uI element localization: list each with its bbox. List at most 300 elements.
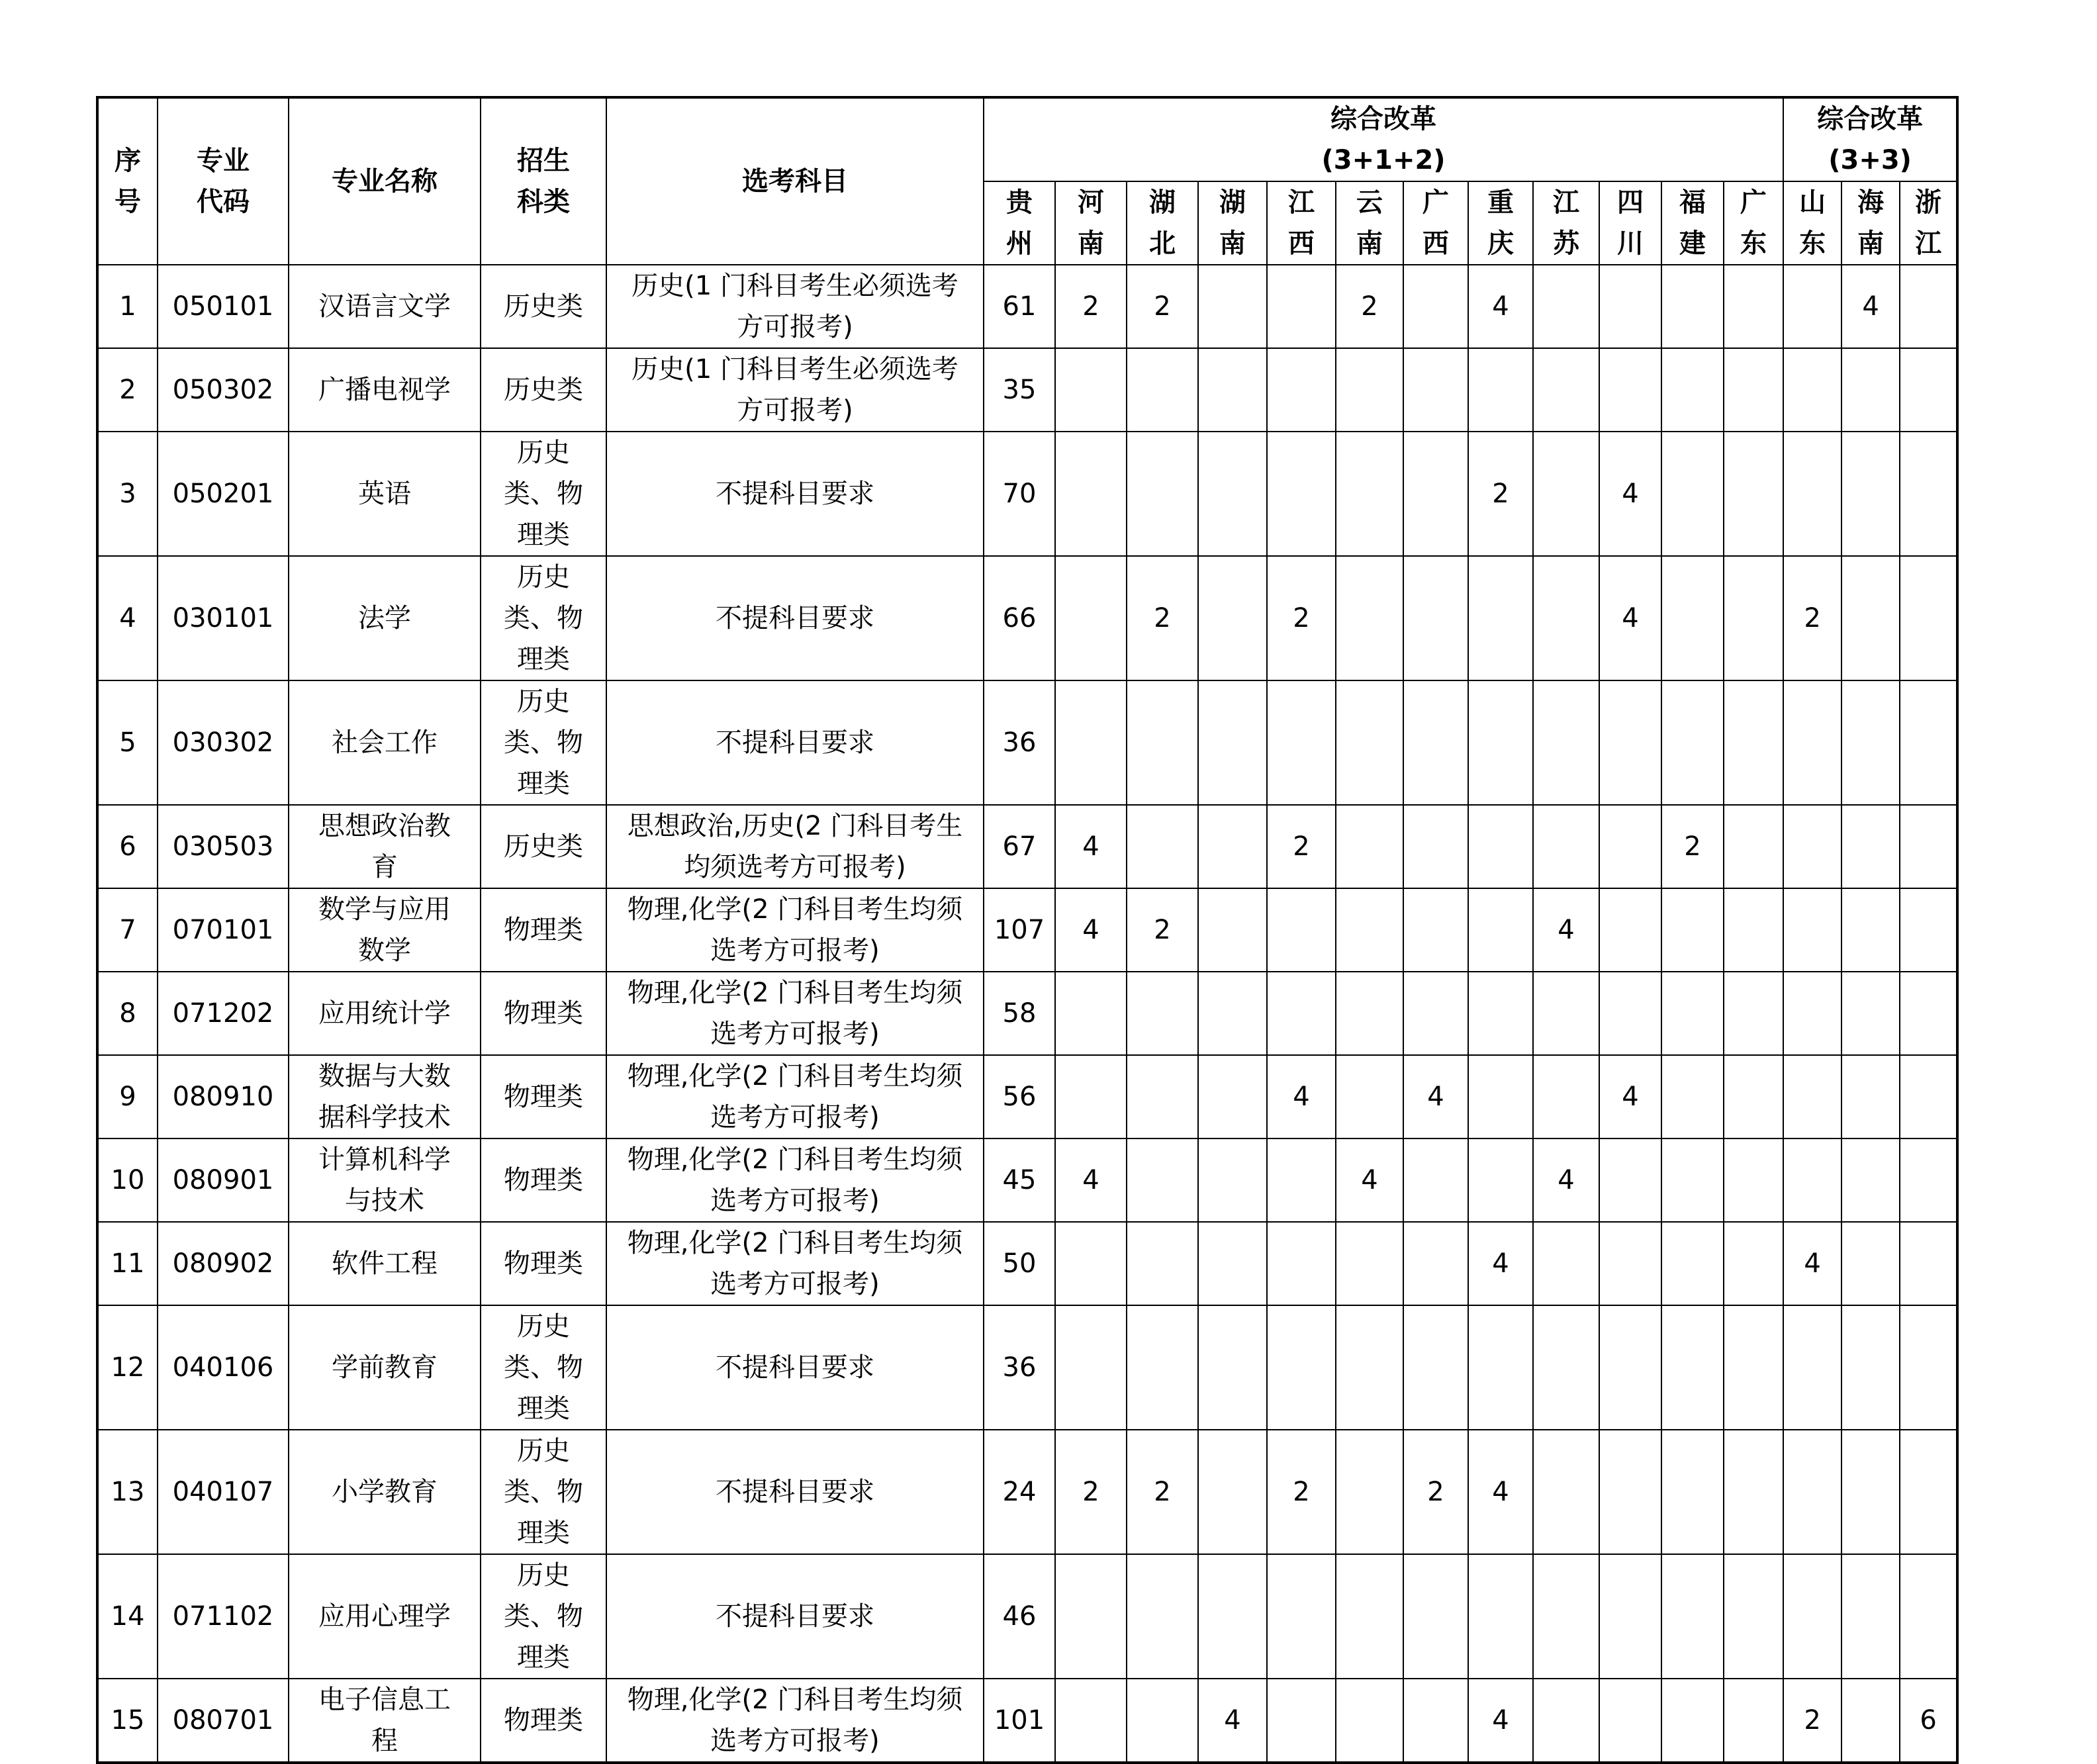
- quota-cell: 4: [1055, 888, 1127, 972]
- quota-cell: 4: [1599, 556, 1661, 680]
- quota-cell: [1127, 805, 1198, 888]
- quota-cell: 4: [1533, 888, 1599, 972]
- code-cell: 080910: [158, 1055, 289, 1138]
- seq-cell: 15: [97, 1679, 158, 1763]
- quota-cell: 4: [1533, 1138, 1599, 1222]
- quota-cell: [1198, 1305, 1267, 1430]
- code-cell: 030302: [158, 680, 289, 805]
- quota-cell: [1724, 680, 1783, 805]
- subjects-cell: 物理,化学(2 门科目考生均须选考方可报考): [606, 972, 984, 1055]
- major-name-cell: 法学: [289, 556, 481, 680]
- code-cell: 050101: [158, 265, 289, 348]
- quota-guizhou-cell: 50: [984, 1222, 1055, 1305]
- quota-cell: [1661, 348, 1724, 432]
- code-cell: 080701: [158, 1679, 289, 1763]
- category-cell: 物理类: [481, 1055, 606, 1138]
- quota-cell: [1841, 1222, 1900, 1305]
- header-province: 重庆: [1468, 181, 1533, 265]
- quota-cell: 2: [1783, 1679, 1841, 1763]
- quota-cell: [1267, 1138, 1336, 1222]
- quota-cell: [1783, 1554, 1841, 1679]
- major-name-cell: 汉语言文学: [289, 265, 481, 348]
- major-name-cell: 社会工作: [289, 680, 481, 805]
- quota-cell: 4: [1336, 1138, 1403, 1222]
- quota-cell: [1661, 432, 1724, 556]
- quota-cell: [1198, 348, 1267, 432]
- quota-cell: [1336, 888, 1403, 972]
- quota-cell: 6: [1900, 1679, 1957, 1763]
- quota-cell: [1198, 432, 1267, 556]
- subjects-cell: 不提科目要求: [606, 1430, 984, 1554]
- quota-cell: 4: [1599, 1055, 1661, 1138]
- quota-cell: [1724, 1679, 1783, 1763]
- quota-cell: [1198, 1554, 1267, 1679]
- header-province: 广东: [1724, 181, 1783, 265]
- quota-guizhou-cell: 70: [984, 432, 1055, 556]
- header-name: 专业名称: [289, 97, 481, 265]
- quota-cell: [1055, 1679, 1127, 1763]
- header-group-3-3: [1783, 97, 1957, 181]
- category-cell: 物理类: [481, 1222, 606, 1305]
- code-cell: 071102: [158, 1554, 289, 1679]
- subjects-cell: 物理,化学(2 门科目考生均须选考方可报考): [606, 1222, 984, 1305]
- quota-cell: [1533, 1305, 1599, 1430]
- quota-cell: [1403, 1222, 1468, 1305]
- quota-cell: [1841, 1055, 1900, 1138]
- quota-cell: [1403, 432, 1468, 556]
- quota-cell: 2: [1127, 556, 1198, 680]
- quota-cell: [1599, 805, 1661, 888]
- quota-cell: [1533, 972, 1599, 1055]
- category-cell: 历史类、物理类: [481, 1305, 606, 1430]
- quota-cell: [1599, 1138, 1661, 1222]
- quota-cell: [1403, 348, 1468, 432]
- quota-guizhou-cell: 66: [984, 556, 1055, 680]
- quota-cell: 4: [1468, 1430, 1533, 1554]
- code-cell: 080902: [158, 1222, 289, 1305]
- quota-cell: [1599, 1679, 1661, 1763]
- quota-cell: [1468, 556, 1533, 680]
- code-cell: 050201: [158, 432, 289, 556]
- quota-cell: [1336, 1430, 1403, 1554]
- category-cell: 物理类: [481, 888, 606, 972]
- quota-cell: [1724, 265, 1783, 348]
- quota-cell: [1336, 680, 1403, 805]
- quota-cell: [1533, 265, 1599, 348]
- header-category: 招生科类: [481, 97, 606, 265]
- category-cell: 物理类: [481, 972, 606, 1055]
- quota-cell: [1533, 1679, 1599, 1763]
- category-cell: 历史类、物理类: [481, 556, 606, 680]
- quota-cell: [1267, 972, 1336, 1055]
- group-title: 综合改革: [1817, 104, 1924, 134]
- quota-guizhou-cell: 58: [984, 972, 1055, 1055]
- quota-cell: [1533, 1554, 1599, 1679]
- quota-cell: [1724, 432, 1783, 556]
- major-name-cell: 计算机科学与技术: [289, 1138, 481, 1222]
- table-row: [97, 888, 1957, 972]
- quota-cell: 4: [1468, 265, 1533, 348]
- quota-cell: [1127, 1055, 1198, 1138]
- quota-cell: [1533, 1222, 1599, 1305]
- quota-cell: [1900, 680, 1957, 805]
- major-name-cell: 电子信息工程: [289, 1679, 481, 1763]
- quota-cell: [1900, 1222, 1957, 1305]
- code-cell: 030101: [158, 556, 289, 680]
- quota-cell: [1900, 1554, 1957, 1679]
- quota-cell: 2: [1055, 1430, 1127, 1554]
- quota-guizhou-cell: 36: [984, 680, 1055, 805]
- seq-cell: 10: [97, 1138, 158, 1222]
- header-province: 湖南: [1198, 181, 1267, 265]
- quota-cell: [1841, 972, 1900, 1055]
- quota-cell: [1900, 348, 1957, 432]
- quota-cell: [1841, 1430, 1900, 1554]
- quota-guizhou-cell: 67: [984, 805, 1055, 888]
- subjects-cell: 物理,化学(2 门科目考生均须选考方可报考): [606, 1055, 984, 1138]
- quota-cell: [1403, 680, 1468, 805]
- quota-cell: [1900, 432, 1957, 556]
- quota-cell: [1841, 805, 1900, 888]
- quota-cell: [1198, 1055, 1267, 1138]
- table-row: [97, 1305, 1957, 1430]
- quota-cell: [1783, 265, 1841, 348]
- quota-cell: [1403, 1138, 1468, 1222]
- table-row: [97, 1222, 1957, 1305]
- quota-cell: [1661, 1138, 1724, 1222]
- quota-cell: [1783, 432, 1841, 556]
- quota-cell: [1468, 805, 1533, 888]
- category-cell: 历史类、物理类: [481, 680, 606, 805]
- quota-cell: [1841, 432, 1900, 556]
- quota-cell: [1661, 1554, 1724, 1679]
- quota-cell: 4: [1055, 805, 1127, 888]
- quota-cell: [1198, 265, 1267, 348]
- group-subtitle: (3+3): [1828, 145, 1912, 175]
- quota-cell: [1198, 972, 1267, 1055]
- header-province: 云南: [1336, 181, 1403, 265]
- quota-guizhou-cell: 46: [984, 1554, 1055, 1679]
- quota-cell: [1055, 1554, 1127, 1679]
- header-province: 浙江: [1900, 181, 1957, 265]
- quota-cell: [1403, 972, 1468, 1055]
- header-group-3-1-2: [984, 97, 1783, 181]
- quota-guizhou-cell: 24: [984, 1430, 1055, 1554]
- quota-cell: [1661, 1222, 1724, 1305]
- major-name-cell: 数据与大数据科学技术: [289, 1055, 481, 1138]
- quota-cell: [1724, 348, 1783, 432]
- quota-cell: [1267, 1222, 1336, 1305]
- quota-cell: [1900, 265, 1957, 348]
- quota-cell: [1127, 348, 1198, 432]
- quota-cell: [1267, 348, 1336, 432]
- quota-cell: [1267, 1679, 1336, 1763]
- major-name-cell: 英语: [289, 432, 481, 556]
- quota-cell: [1900, 888, 1957, 972]
- major-name-cell: 思想政治教育: [289, 805, 481, 888]
- quota-cell: 2: [1267, 805, 1336, 888]
- code-cell: 040107: [158, 1430, 289, 1554]
- quota-cell: [1599, 972, 1661, 1055]
- quota-cell: [1336, 805, 1403, 888]
- quota-cell: [1468, 972, 1533, 1055]
- quota-cell: [1661, 888, 1724, 972]
- quota-cell: [1468, 680, 1533, 805]
- quota-cell: [1661, 1305, 1724, 1430]
- quota-cell: [1403, 888, 1468, 972]
- major-name-cell: 应用统计学: [289, 972, 481, 1055]
- quota-cell: [1841, 556, 1900, 680]
- quota-cell: [1724, 805, 1783, 888]
- quota-cell: [1267, 1554, 1336, 1679]
- quota-guizhou-cell: 101: [984, 1679, 1055, 1763]
- quota-cell: 2: [1127, 265, 1198, 348]
- quota-cell: [1661, 972, 1724, 1055]
- quota-cell: [1198, 680, 1267, 805]
- quota-cell: [1198, 805, 1267, 888]
- quota-cell: [1267, 1305, 1336, 1430]
- quota-cell: 2: [1403, 1430, 1468, 1554]
- quota-cell: [1533, 1055, 1599, 1138]
- code-cell: 080901: [158, 1138, 289, 1222]
- quota-cell: [1198, 1430, 1267, 1554]
- category-cell: 物理类: [481, 1138, 606, 1222]
- header-province: 四川: [1599, 181, 1661, 265]
- category-cell: 历史类、物理类: [481, 1554, 606, 1679]
- quota-guizhou-cell: 61: [984, 265, 1055, 348]
- quota-cell: [1599, 1554, 1661, 1679]
- quota-guizhou-cell: 35: [984, 348, 1055, 432]
- quota-cell: [1533, 680, 1599, 805]
- quota-cell: [1724, 972, 1783, 1055]
- quota-cell: [1599, 888, 1661, 972]
- quota-cell: [1403, 1305, 1468, 1430]
- quota-cell: [1783, 1430, 1841, 1554]
- quota-cell: [1336, 1305, 1403, 1430]
- table-row: [97, 680, 1957, 805]
- quota-cell: [1055, 1305, 1127, 1430]
- quota-cell: [1841, 1554, 1900, 1679]
- quota-cell: [1783, 1138, 1841, 1222]
- seq-cell: 13: [97, 1430, 158, 1554]
- major-name-cell: 软件工程: [289, 1222, 481, 1305]
- quota-cell: [1127, 1138, 1198, 1222]
- quota-cell: [1599, 1430, 1661, 1554]
- quota-cell: [1533, 1430, 1599, 1554]
- table-row: [97, 805, 1957, 888]
- quota-cell: [1783, 888, 1841, 972]
- category-cell: 历史类、物理类: [481, 1430, 606, 1554]
- quota-cell: [1198, 556, 1267, 680]
- quota-cell: 2: [1783, 556, 1841, 680]
- subjects-cell: 不提科目要求: [606, 1554, 984, 1679]
- quota-cell: [1724, 556, 1783, 680]
- header-seq: 序号: [97, 97, 158, 265]
- quota-cell: [1267, 265, 1336, 348]
- quota-cell: 4: [1198, 1679, 1267, 1763]
- quota-cell: 2: [1267, 1430, 1336, 1554]
- header-province: 河南: [1055, 181, 1127, 265]
- quota-cell: [1468, 1554, 1533, 1679]
- quota-guizhou-cell: 56: [984, 1055, 1055, 1138]
- quota-cell: [1336, 972, 1403, 1055]
- major-name-cell: 小学教育: [289, 1430, 481, 1554]
- quota-guizhou-cell: 36: [984, 1305, 1055, 1430]
- quota-cell: [1533, 805, 1599, 888]
- quota-cell: [1841, 1679, 1900, 1763]
- quota-cell: 4: [1403, 1055, 1468, 1138]
- table-row: [97, 265, 1957, 348]
- quota-cell: [1661, 1055, 1724, 1138]
- subjects-cell: 不提科目要求: [606, 556, 984, 680]
- quota-cell: [1403, 1679, 1468, 1763]
- quota-cell: [1468, 348, 1533, 432]
- code-cell: 030503: [158, 805, 289, 888]
- table-row: [97, 556, 1957, 680]
- quota-cell: [1783, 1055, 1841, 1138]
- quota-guizhou-cell: 107: [984, 888, 1055, 972]
- header-province: 海南: [1841, 181, 1900, 265]
- quota-cell: [1533, 556, 1599, 680]
- table-row: [97, 432, 1957, 556]
- subjects-cell: 不提科目要求: [606, 432, 984, 556]
- quota-cell: [1900, 1055, 1957, 1138]
- quota-cell: [1336, 348, 1403, 432]
- quota-cell: [1468, 1305, 1533, 1430]
- quota-cell: 4: [1468, 1222, 1533, 1305]
- quota-cell: 2: [1055, 265, 1127, 348]
- seq-cell: 3: [97, 432, 158, 556]
- major-name-cell: 广播电视学: [289, 348, 481, 432]
- quota-cell: [1724, 888, 1783, 972]
- quota-cell: [1127, 1554, 1198, 1679]
- quota-cell: [1336, 1055, 1403, 1138]
- quota-cell: [1336, 1679, 1403, 1763]
- code-cell: 040106: [158, 1305, 289, 1430]
- seq-cell: 6: [97, 805, 158, 888]
- quota-cell: [1055, 680, 1127, 805]
- quota-cell: [1900, 972, 1957, 1055]
- quota-cell: [1198, 1222, 1267, 1305]
- seq-cell: 11: [97, 1222, 158, 1305]
- quota-cell: [1783, 348, 1841, 432]
- quota-cell: [1403, 805, 1468, 888]
- quota-cell: 4: [1267, 1055, 1336, 1138]
- subjects-cell: 历史(1 门科目考生必须选考方可报考): [606, 265, 984, 348]
- seq-cell: 2: [97, 348, 158, 432]
- quota-cell: [1900, 1305, 1957, 1430]
- subjects-cell: 思想政治,历史(2 门科目考生均须选考方可报考): [606, 805, 984, 888]
- quota-cell: 2: [1661, 805, 1724, 888]
- quota-cell: [1336, 1222, 1403, 1305]
- quota-cell: [1336, 1554, 1403, 1679]
- table-row: [97, 1055, 1957, 1138]
- code-cell: 050302: [158, 348, 289, 432]
- header-province: 广西: [1403, 181, 1468, 265]
- major-name-cell: 学前教育: [289, 1305, 481, 1430]
- major-name-cell: 应用心理学: [289, 1554, 481, 1679]
- seq-cell: 8: [97, 972, 158, 1055]
- quota-cell: [1055, 972, 1127, 1055]
- subjects-cell: 物理,化学(2 门科目考生均须选考方可报考): [606, 1138, 984, 1222]
- quota-cell: [1403, 1554, 1468, 1679]
- quota-cell: [1599, 265, 1661, 348]
- quota-cell: [1267, 680, 1336, 805]
- subjects-cell: 物理,化学(2 门科目考生均须选考方可报考): [606, 888, 984, 972]
- quota-cell: [1661, 1679, 1724, 1763]
- quota-cell: [1599, 348, 1661, 432]
- quota-cell: [1127, 1222, 1198, 1305]
- header-province: 湖北: [1127, 181, 1198, 265]
- table-row: [97, 1138, 1957, 1222]
- code-cell: 070101: [158, 888, 289, 972]
- quota-cell: [1267, 432, 1336, 556]
- category-cell: 历史类: [481, 348, 606, 432]
- group-title: 综合改革: [1330, 104, 1437, 134]
- quota-cell: [1724, 1138, 1783, 1222]
- quota-cell: [1055, 1222, 1127, 1305]
- quota-cell: 4: [1783, 1222, 1841, 1305]
- quota-cell: [1724, 1055, 1783, 1138]
- quota-cell: [1198, 1138, 1267, 1222]
- quota-cell: [1127, 1305, 1198, 1430]
- quota-cell: [1127, 1679, 1198, 1763]
- quota-cell: [1533, 348, 1599, 432]
- quota-cell: 2: [1127, 1430, 1198, 1554]
- quota-cell: [1661, 556, 1724, 680]
- category-cell: 物理类: [481, 1679, 606, 1763]
- quota-guizhou-cell: 45: [984, 1138, 1055, 1222]
- group-subtitle: (3+1+2): [1321, 145, 1446, 175]
- quota-cell: 2: [1127, 888, 1198, 972]
- quota-cell: [1599, 1305, 1661, 1430]
- quota-cell: [1336, 556, 1403, 680]
- quota-cell: 2: [1336, 265, 1403, 348]
- seq-cell: 14: [97, 1554, 158, 1679]
- quota-cell: [1724, 1554, 1783, 1679]
- quota-cell: 4: [1599, 432, 1661, 556]
- header-province: 贵州: [984, 181, 1055, 265]
- quota-cell: [1403, 556, 1468, 680]
- category-cell: 历史类、物理类: [481, 432, 606, 556]
- quota-cell: [1055, 556, 1127, 680]
- quota-cell: [1599, 680, 1661, 805]
- quota-cell: [1724, 1305, 1783, 1430]
- quota-cell: 4: [1841, 265, 1900, 348]
- quota-cell: [1841, 348, 1900, 432]
- quota-cell: [1198, 888, 1267, 972]
- quota-cell: 2: [1468, 432, 1533, 556]
- header-province: 江西: [1267, 181, 1336, 265]
- table-row: [97, 1554, 1957, 1679]
- category-cell: 历史类: [481, 805, 606, 888]
- seq-cell: 12: [97, 1305, 158, 1430]
- table-row: [97, 972, 1957, 1055]
- quota-cell: [1900, 1138, 1957, 1222]
- header-province: 福建: [1661, 181, 1724, 265]
- table-row: [97, 1430, 1957, 1554]
- quota-cell: [1661, 680, 1724, 805]
- quota-cell: 2: [1267, 556, 1336, 680]
- quota-cell: [1533, 432, 1599, 556]
- quota-cell: [1841, 1305, 1900, 1430]
- quota-cell: 4: [1468, 1679, 1533, 1763]
- quota-cell: [1055, 348, 1127, 432]
- quota-cell: [1055, 432, 1127, 556]
- enrollment-plan-table: [96, 96, 1959, 1764]
- quota-cell: [1900, 805, 1957, 888]
- seq-cell: 9: [97, 1055, 158, 1138]
